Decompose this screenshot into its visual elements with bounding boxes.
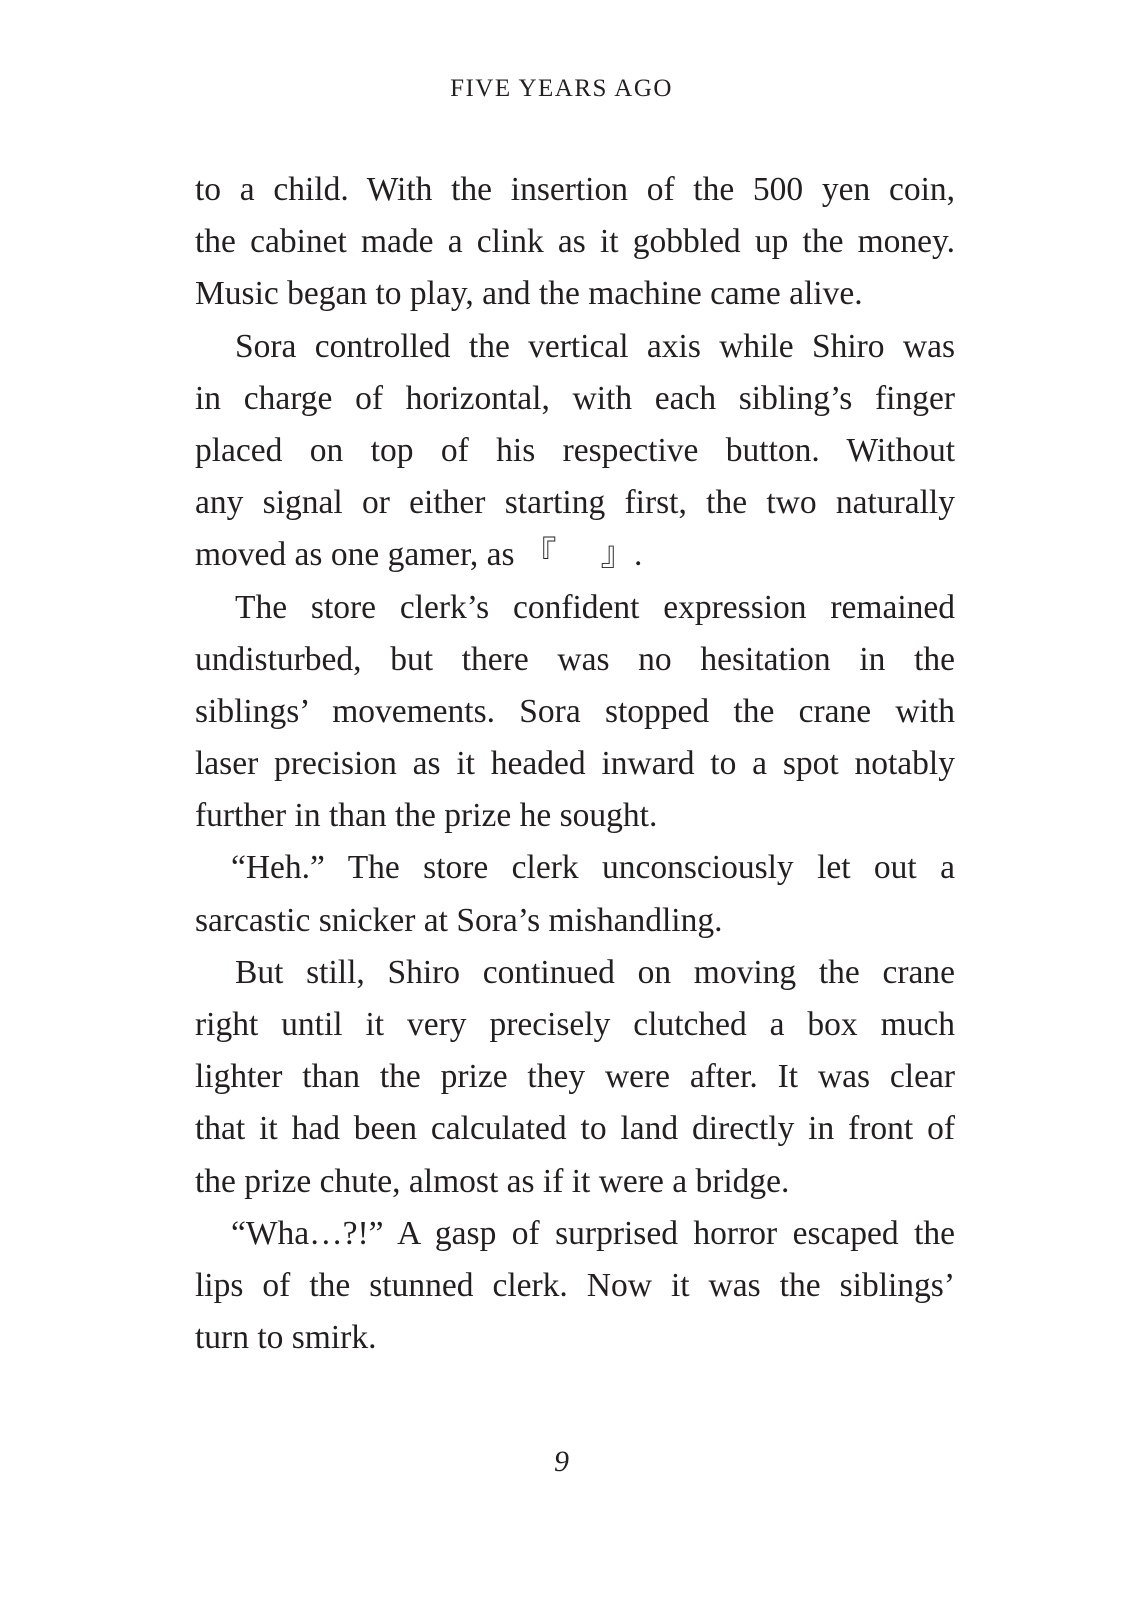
text-line: undisturbed, but there was no hesitation in the: [195, 640, 955, 678]
text-line: “Heh.” The store clerk unconsciously let out a: [231, 849, 955, 887]
text-line: in charge of horizontal, with each sibling’s finger: [195, 379, 955, 417]
text-line: sarcastic snicker at Sora’s mishandling.: [195, 901, 723, 939]
text-fragment: .: [633, 536, 643, 574]
text-line: siblings’ movements. Sora stopped the crane with: [195, 692, 955, 730]
text-line: that it had been calculated to land directly in front of: [195, 1110, 955, 1148]
text-line: right until it very precisely clutched a box much: [195, 1006, 955, 1043]
running-header: FIVE YEARS AGO: [450, 75, 673, 102]
text-line-blank-name: [195, 529, 955, 581]
text-line: the prize chute, almost as if it were a bridge.: [195, 1162, 790, 1200]
close-bracket: 』: [600, 536, 634, 574]
text-line: to a child. With the insertion of the 500 yen coin,: [195, 171, 955, 208]
text-line: The store clerk’s confident expression remained: [235, 588, 955, 626]
page-number: 9: [554, 1445, 569, 1478]
text-line: Music began to play, and the machine came alive.: [195, 275, 863, 313]
open-bracket: 『: [522, 536, 557, 574]
body-text: [195, 164, 955, 1364]
text-line: Sora controlled the vertical axis while Shiro was: [235, 327, 955, 365]
text-line: But still, Shiro continued on moving the crane: [235, 953, 955, 991]
text-fragment: moved as one gamer, as: [195, 536, 523, 574]
text-line: “Wha…?!” A gasp of surprised horror escaped the: [231, 1214, 955, 1252]
text-line: lighter than the prize they were after. It was clear: [195, 1058, 955, 1096]
text-line: turn to smirk.: [195, 1319, 377, 1357]
text-line: further in than the prize he sought.: [195, 797, 658, 835]
text-line: the cabinet made a clink as it gobbled up the money.: [195, 223, 955, 261]
text-line: any signal or either starting first, the two naturally: [195, 484, 955, 522]
text-line: placed on top of his respective button. Without: [195, 431, 955, 469]
text-line: lips of the stunned clerk. Now it was the siblings’: [195, 1266, 955, 1304]
text-line: laser precision as it headed inward to a spot notably: [195, 745, 955, 783]
